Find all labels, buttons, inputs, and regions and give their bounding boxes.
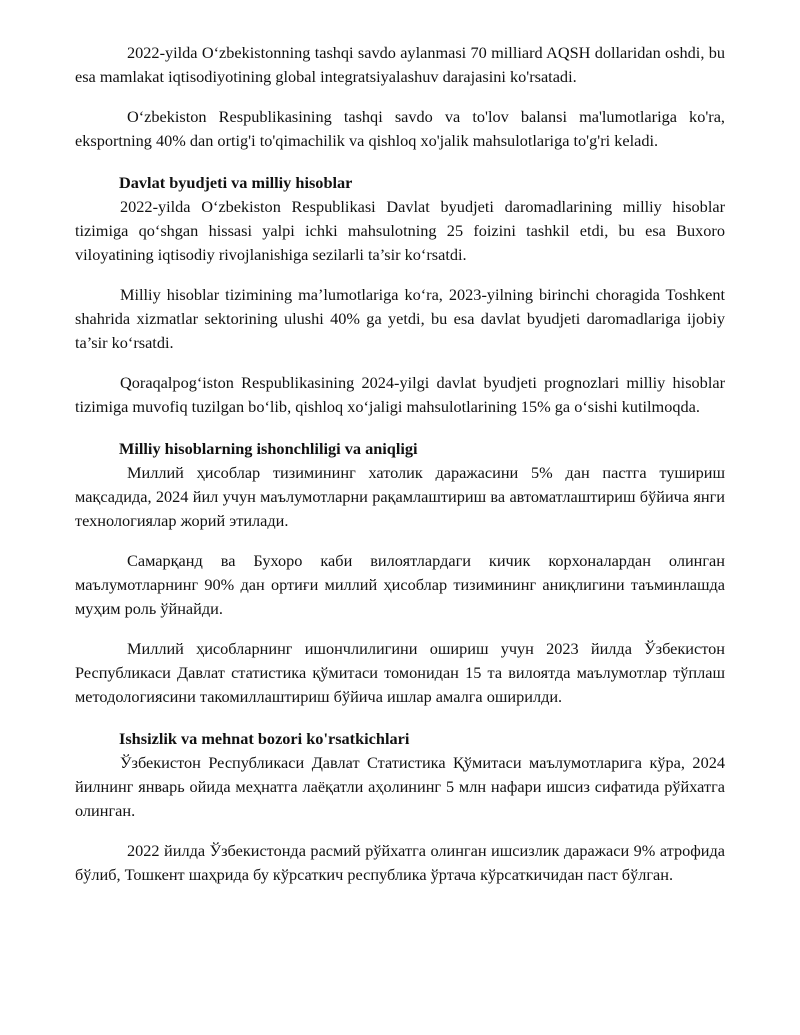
budget-paragraph-3: Qoraqalpog‘iston Respublikasining 2024-yilgi davlat byudjeti prognozlari milliy hisoblar tizimiga muvofiq tuzilgan bo‘lib, qishloq xo‘jaligi mahsulotlarining 15% ga o‘sishi kutilmoqda. [75, 373, 725, 416]
reliability-paragraph-2: Самарқанд ва Бухоро каби вилоятлардаги кичик корхоналардан олинган маълумотларнинг 90% дан ортиғи миллий ҳисоблар тизимининг аниқлигини таъминлашда муҳим роль ўйнайди. [75, 551, 725, 618]
section-heading-unemployment: Ishsizlik va mehnat bozori ko'rsatkichlari [119, 729, 410, 748]
section-heading-reliability: Milliy hisoblarning ishonchliligi va aniqligi [119, 439, 418, 458]
budget-paragraph-2: Milliy hisoblar tizimining ma’lumotlariga ko‘ra, 2023-yilning birinchi choragida Toshkent shahrida xizmatlar sektorining ulushi 40% ga yetdi, bu esa davlat byudjeti daromadlariga ijobiy ta’sir ko‘rsatdi. [75, 285, 725, 352]
document-body [75, 41, 725, 903]
unemployment-paragraph-2: 2022 йилда Ўзбекистонда расмий рўйхатга олинган ишсизлик даражаси 9% атрофида бўлиб, Тошкент шаҳрида бу кўрсаткич республика ўртача кўрсаткичидан паст бўлган. [75, 841, 725, 884]
unemployment-paragraph-1: Ўзбекистон Республикаси Давлат Статистика Қўмитаси маълумотларига кўра, 2024 йилнинг январь ойида меҳнатга лаёқатли аҳолининг 5 млн нафари ишсиз сифатида рўйхатга олинган. [75, 753, 725, 820]
budget-paragraph-1: 2022-yilda O‘zbekiston Respublikasi Davlat byudjeti daromadlarining milliy hisoblar tizimiga qo‘shgan hissasi yalpi ichki mahsulotning 25 foizini tashkil etdi, bu esa Buxoro viloyatining iqtisodiy rivojlanishiga sezilarli ta’sir ko‘rsatdi. [75, 197, 725, 264]
reliability-paragraph-3: Миллий ҳисобларнинг ишончлилигини ошириш учун 2023 йилда Ўзбекистон Республикаси Давлат статистика қўмитаси томонидан 15 та вилоятда маълумотлар тўплаш методологиясини такомиллаштириш бўйича ишлар амалга оширилди. [75, 639, 725, 706]
intro-paragraph-2: O‘zbekiston Respublikasining tashqi savdo va to'lov balansi ma'lumotlariga ko'ra, eksportning 40% dan ortig'i to'qimachilik va qishloq xo'jalik mahsulotlariga to'g'ri keladi. [75, 107, 725, 150]
reliability-paragraph-1: Миллий ҳисоблар тизимининг хатолик даражасини 5% дан пастга тушириш мақсадида, 2024 йил учун маълумотларни рақамлаштириш ва автоматлаштириш бўйича янги технологиялар жорий этилади. [75, 463, 725, 530]
section-heading-budget: Davlat byudjeti va milliy hisoblar [119, 173, 353, 192]
intro-paragraph-1: 2022-yilda O‘zbekistonning tashqi savdo aylanmasi 70 milliard AQSH dollaridan oshdi, bu esa mamlakat iqtisodiyotining global integratsiyalashuv darajasini ko'rsatadi. [75, 43, 725, 86]
